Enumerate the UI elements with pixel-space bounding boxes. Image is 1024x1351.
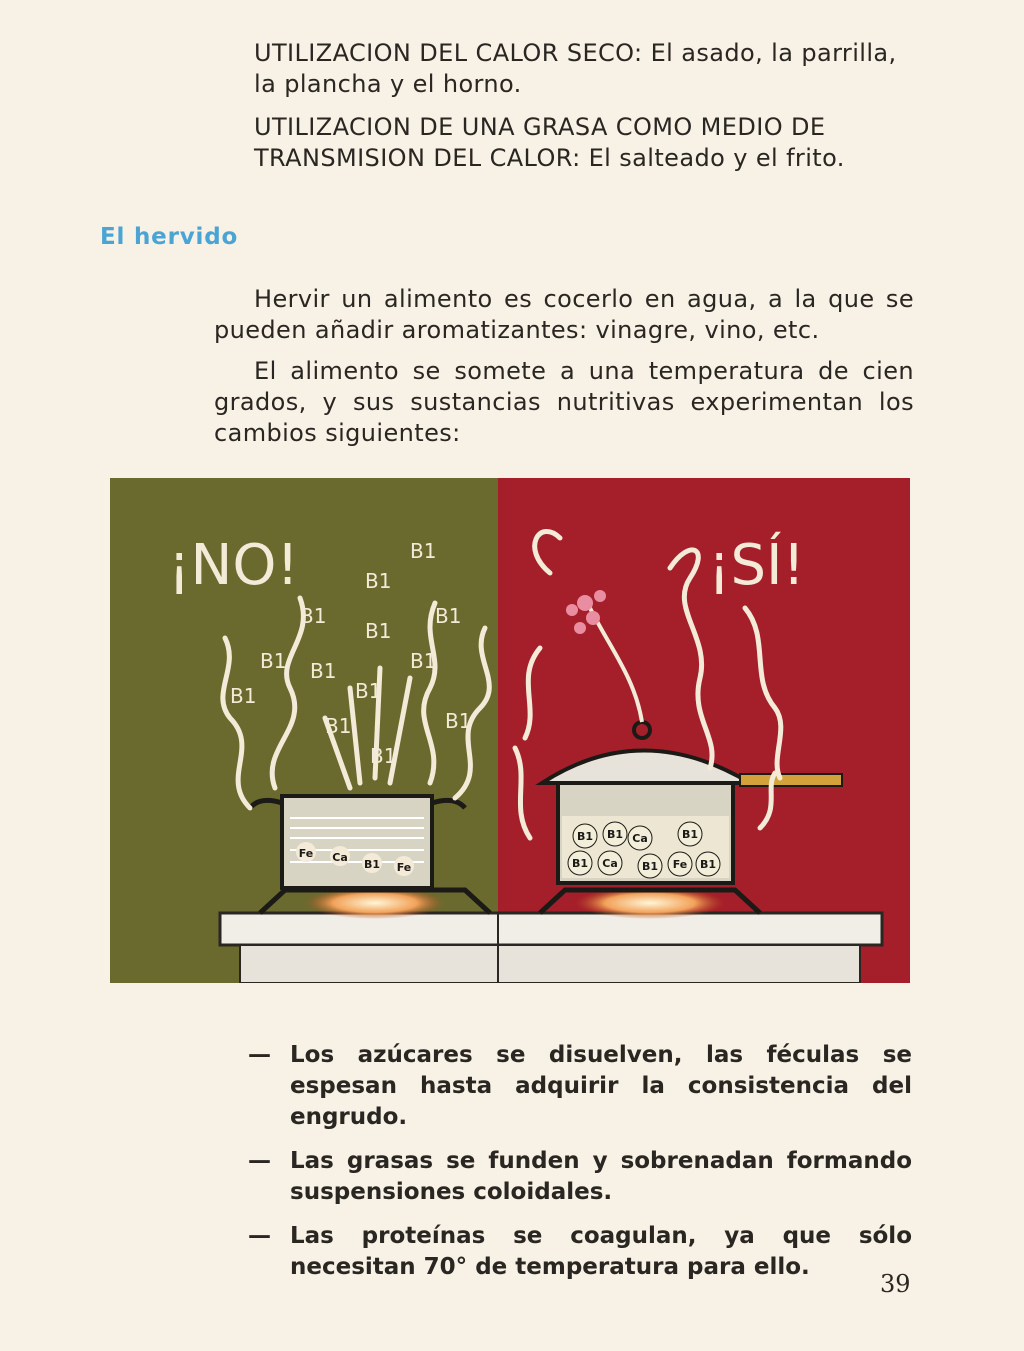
list-dash: —: [248, 1148, 271, 1174]
list-item-text: Los azúcares se disuelven, las féculas se espesan hasta adquirir la consistencia del engrudo.: [290, 1042, 912, 1130]
escaping-b1-4: B1: [365, 619, 392, 643]
boiling-definition-paragraph: Hervir un alimento es cocerlo en agua, a la que se pueden añadir aromatizantes: vinagre, vino, etc.: [214, 285, 914, 344]
escaping-b1-2: B1: [260, 649, 287, 673]
list-item: [248, 1040, 912, 1133]
list-item-text: Las proteínas se coagulan, ya que sólo necesitan 70° de temperatura para ello.: [290, 1223, 912, 1280]
retained-b1-2: B1: [606, 828, 624, 841]
retained-b1-4: B1: [571, 857, 589, 870]
retained-ca-1: Ca: [632, 832, 648, 845]
fat-heat-rest: El salteado y el frito.: [580, 144, 845, 172]
fat-heat-paragraph: [254, 112, 914, 174]
changes-list: [248, 1040, 912, 1296]
dry-heat-lead: UTILIZACION DEL CALOR SECO:: [254, 39, 643, 67]
escaping-b1-13: B1: [230, 684, 257, 708]
no-label: ¡NO!: [168, 533, 299, 598]
boiling-illustration: [110, 478, 910, 983]
escaping-b1-11: B1: [370, 744, 397, 768]
escaping-b1-1: B1: [300, 604, 327, 628]
retained-b1-6: B1: [699, 858, 717, 871]
list-item: [248, 1221, 912, 1283]
retained-b1-1: B1: [576, 830, 594, 843]
dry-heat-rest: El asado, la parrilla, la plancha y el horno.: [254, 39, 897, 98]
retained-b1-5: B1: [641, 860, 659, 873]
left-pot-b1: B1: [363, 858, 381, 871]
escaping-b1-9: B1: [410, 649, 437, 673]
list-item: [248, 1146, 912, 1208]
dry-heat-paragraph: [254, 38, 914, 100]
retained-ca-2: Ca: [602, 857, 618, 870]
section-heading: El hervido: [100, 224, 239, 250]
left-pot-ca: Ca: [332, 851, 348, 864]
escaping-b1-8: B1: [365, 569, 392, 593]
escaping-b1-10: B1: [435, 604, 462, 628]
yes-label: ¡SÍ!: [708, 533, 805, 598]
stove-top: [220, 913, 882, 945]
escaping-b1-6: B1: [325, 714, 352, 738]
fat-heat-lead: UTILIZACION DE UNA GRASA COMO MEDIO DE TRANSMISION DEL CALOR:: [254, 113, 826, 172]
escaping-b1-7: B1: [410, 539, 437, 563]
stove-front: [240, 945, 860, 983]
escaping-b1-12: B1: [445, 709, 472, 733]
list-dash: —: [248, 1042, 271, 1068]
escaping-b1-3: B1: [310, 659, 337, 683]
left-pot-fe: Fe: [298, 847, 314, 860]
list-item-text: Las grasas se funden y sobrenadan formando suspensiones coloidales.: [290, 1148, 912, 1205]
escaping-b1-5: B1: [355, 679, 382, 703]
left-pot-fe-2: Fe: [396, 861, 412, 874]
retained-fe: Fe: [672, 858, 688, 871]
list-dash: —: [248, 1223, 271, 1249]
retained-b1-3: B1: [681, 828, 699, 841]
boiling-temperature-paragraph: El alimento se somete a una temperatura de cien grados, y sus sustancias nutritivas experimentan los cambios siguientes:: [214, 357, 914, 447]
page-number: 39: [880, 1270, 911, 1298]
left-open-pot: [250, 796, 465, 888]
